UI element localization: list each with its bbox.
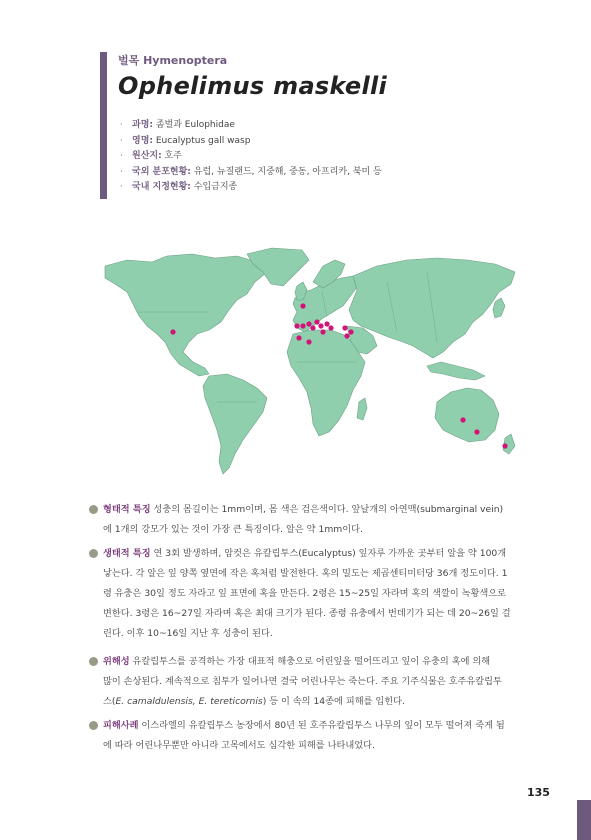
species-names-italic: E. camaldulensis, E. tereticornis — [115, 696, 263, 707]
info-value: 수입금지종 — [190, 182, 238, 192]
distribution-marker — [306, 321, 311, 326]
section-text-line: 에 따라 어린나무뿐만 아니라 고목에서도 심각한 피해를 나타내었다. — [103, 740, 375, 751]
section-text-line: 유칼립투스를 공격하는 가장 대표적 해충으로 어린잎을 떨어뜨리고 잎이 유충의 혹에 의해 — [129, 656, 491, 667]
section-text-line: 많이 손상된다. 계속적으로 침투가 일어나면 결국 어린나무는 죽는다. 주요 기주식물은 호주유칼립투 — [103, 676, 502, 687]
bullet-icon: · — [120, 182, 123, 192]
north-america-landmass — [105, 254, 267, 376]
species-title: Ophelimus maskelli — [118, 72, 388, 100]
info-foreign-distribution — [120, 165, 382, 181]
section-text-line: 성충의 몸길이는 1mm이며, 몸 색은 검은색이다. 앞날개의 아연맥(submarginal vein) — [150, 504, 504, 515]
distribution-marker — [314, 319, 319, 324]
section-text-line: 연 3회 발생하며, 암컷은 유칼립투스(Eucalyptus) 잎자루 가까운 곳부터 알을 약 100개 — [150, 548, 507, 559]
page-edge-tab — [577, 800, 591, 840]
south-america-landmass — [203, 374, 267, 474]
section-harmfulness — [103, 652, 545, 712]
distribution-marker — [460, 417, 465, 422]
section-text-line: 에 1개의 강모가 있는 것이 가장 큰 특징이다. 알은 약 1mm이다. — [103, 524, 363, 535]
section-morphology — [103, 500, 545, 540]
distribution-marker — [344, 333, 349, 338]
section-damage-case — [103, 716, 545, 756]
distribution-marker — [324, 321, 329, 326]
australia-landmass — [435, 388, 499, 442]
header-accent-bar — [100, 52, 107, 199]
indonesia-landmass — [427, 362, 485, 380]
page-number: 135 — [527, 786, 550, 799]
section-key: 형태적 특징 — [103, 504, 151, 515]
distribution-marker — [342, 325, 347, 330]
info-english-name — [120, 134, 382, 150]
section-key: 피해사례 — [103, 720, 139, 731]
distribution-marker — [502, 443, 507, 448]
info-value: 좀벌과 Eulophidae — [153, 120, 235, 130]
distribution-marker — [474, 429, 479, 434]
japan-landmass — [493, 298, 505, 318]
distribution-marker — [296, 335, 301, 340]
species-info-list — [120, 118, 382, 196]
section-key: 위해성 — [103, 656, 130, 667]
info-key: 과명: — [132, 120, 153, 130]
bullet-icon: · — [120, 135, 123, 146]
madagascar-landmass — [357, 398, 367, 420]
section-bullet-icon — [89, 549, 98, 558]
africa-landmass — [287, 330, 365, 436]
distribution-marker — [300, 323, 305, 328]
distribution-marker — [310, 325, 315, 330]
distribution-marker — [306, 339, 311, 344]
section-bullet-icon — [89, 657, 98, 666]
info-key: 영명: — [132, 135, 153, 146]
section-ecology — [103, 544, 545, 644]
info-value: 유럽, 뉴질랜드, 지중해, 중동, 아프리카, 북미 등 — [190, 166, 382, 177]
section-key: 생태적 특징 — [103, 548, 151, 559]
info-family — [120, 118, 382, 134]
section-text-line: 령 유충은 30일 정도 자라고 잎 표면에 혹을 만든다. 2령은 15~25일 자라며 혹의 색깔이 녹황색으로 — [103, 588, 507, 599]
section-text-line: 낳는다. 각 알은 잎 양쪽 옆면에 작은 혹처럼 발전한다. 혹의 밀도는 제곱센티미터당 36개 정도이다. 1 — [103, 568, 508, 579]
section-text-line: 린다. 이후 10~16일 지난 후 성충이 된다. — [103, 628, 273, 639]
info-key: 원산지: — [132, 151, 162, 161]
world-distribution-map — [97, 242, 522, 482]
info-origin — [120, 149, 382, 165]
bullet-icon: · — [120, 120, 123, 130]
section-text-line: 스( — [103, 696, 116, 707]
distribution-marker — [300, 303, 305, 308]
section-bullet-icon — [89, 721, 98, 730]
info-domestic-status — [120, 180, 382, 196]
distribution-marker — [320, 329, 325, 334]
distribution-marker — [318, 323, 323, 328]
distribution-marker — [170, 329, 175, 334]
bullet-icon: · — [120, 151, 123, 161]
section-text-line: 이스라엘의 유칼립투스 농장에서 80년 된 호주유칼립투스 나무의 잎이 모두 떨어져 죽게 됨 — [138, 720, 505, 731]
info-value: 호주 — [161, 151, 182, 161]
distribution-marker — [294, 323, 299, 328]
section-bullet-icon — [89, 505, 98, 514]
distribution-marker — [328, 325, 333, 330]
info-key: 국외 분포현황: — [132, 166, 191, 177]
bullet-icon: · — [120, 166, 123, 177]
info-value: Eucalyptus gall wasp — [153, 135, 251, 146]
info-key: 국내 지정현황: — [132, 182, 191, 192]
section-text-line: ) 등 이 속의 14종에 피해를 입힌다. — [262, 696, 405, 707]
distribution-marker — [348, 329, 353, 334]
section-text-line: 변한다. 3령은 16~27일 자라며 혹은 최대 크기가 된다. 종령 유충에서 번데기가 되는 데 20~26일 걸 — [103, 608, 511, 619]
order-label: 벌목 Hymenoptera — [118, 54, 228, 67]
